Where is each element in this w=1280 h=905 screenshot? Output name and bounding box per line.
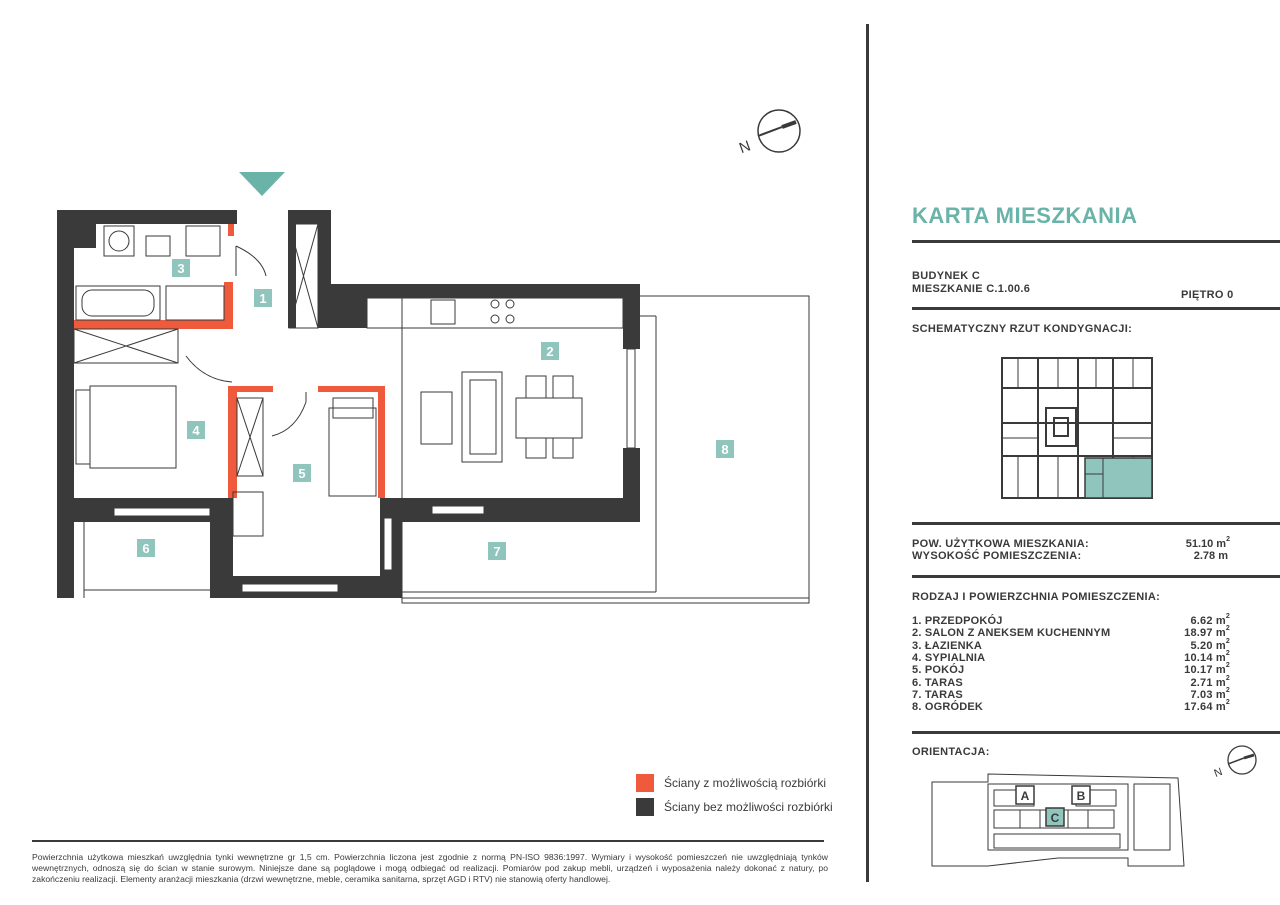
room-height-value: 2.78 m <box>1193 550 1228 562</box>
orientation-label: ORIENTACJA: <box>912 746 990 758</box>
page-title: KARTA MIESZKANIA <box>912 203 1138 228</box>
compass-n-label: N <box>1212 765 1225 780</box>
room-number-8: 8 <box>721 442 729 457</box>
room-number-7: 7 <box>493 544 501 559</box>
building-b-label: B <box>1076 789 1086 803</box>
room-number-6: 6 <box>142 541 150 556</box>
room-number-2: 2 <box>546 344 554 359</box>
disclaimer-text: Powierzchnia użytkowa mieszkań uwzględnia tynki wewnętrzne gr 1,5 cm. Powierzchnia liczona jest zgodnie z normą PN-ISO 9836:1997. Wymiary i wysokość pomieszczeń nie uwzględniają tynków wewnętrznych, odnoszą się do ścian w stanie surowym. Niniejsze dane są poglądowe i mogą odbiegać od realizacji. Pomiarów pod zakup mebli, urządzeń i wyposażenia należy dokonać z natury, po zakończeniu realizacji. Elementy aranżacji mieszkania (drzwi wewnętrzne, meble, ceramika sanitarna, sprzęt AGD i RTV) nie stanowią oferty handlowej. <box>32 852 828 884</box>
room-height-label: WYSOKOŚĆ POMIESZCZENIA: <box>912 550 1082 562</box>
compass-icon <box>730 100 810 160</box>
list-item: 1. PRZEDPOKÓJ 6.62 $m^2$ <box>912 613 1230 627</box>
usable-area-label: POW. UŻYTKOWA MIESZKANIA: <box>912 538 1089 550</box>
removable-walls <box>74 224 385 498</box>
schematic-rule <box>912 522 1280 525</box>
room-number-3: 3 <box>177 261 185 276</box>
orientation-site-map <box>928 770 1188 870</box>
room-number-1: 1 <box>259 291 267 306</box>
building-label: BUDYNEK C <box>912 270 981 282</box>
garden-outline <box>402 296 809 603</box>
apartment-label: MIESZKANIE C.1.00.6 <box>912 283 1031 295</box>
header-rule <box>912 307 1280 310</box>
legend-fixed-swatch <box>636 798 654 816</box>
room-number-4: 4 <box>192 423 200 438</box>
area-rule <box>912 575 1280 578</box>
legend-fixed-text: Ściany bez możliwości rozbiórki <box>664 800 833 814</box>
schematic-floor-plan <box>998 348 1158 508</box>
building-a-label: A <box>1020 789 1030 803</box>
apartment-highlight <box>1085 458 1152 498</box>
floor-label: PIĘTRO 0 <box>1181 289 1234 301</box>
schematic-label: SCHEMATYCZNY RZUT KONDYGNACJI: <box>912 323 1133 335</box>
compass-icon <box>1208 740 1264 784</box>
list-item: 8. OGRÓDEK 17.64 $m^2$ <box>912 699 1230 713</box>
legend-removable-swatch <box>636 774 654 792</box>
disclaimer-rule <box>32 840 824 842</box>
list-item: 3. ŁAZIENKA 5.20 $m^2$ <box>912 638 1230 652</box>
room-number-5: 5 <box>298 466 306 481</box>
vertical-divider <box>866 24 869 882</box>
rooms-label: RODZAJ I POWIERZCHNIA POMIESZCZENIA: <box>912 591 1161 603</box>
rooms-rule <box>912 731 1280 734</box>
building-c-label: C <box>1050 811 1060 825</box>
list-item: 5. POKÓJ 10.17 $m^2$ <box>912 662 1230 676</box>
list-item: 7. TARAS 7.03 $m^2$ <box>912 687 1230 701</box>
legend-removable-text: Ściany z możliwością rozbiórki <box>664 776 827 790</box>
list-item: 6. TARAS 2.71 $m^2$ <box>912 675 1230 689</box>
usable-area-value: 51.10 $m^2$ <box>1185 536 1230 550</box>
compass-n-label: N <box>736 137 753 158</box>
list-item: 2. SALON Z ANEKSEM KUCHENNYM 18.97 $m^2$ <box>912 625 1230 639</box>
title-rule <box>912 240 1280 243</box>
list-item: 4. SYPIALNIA 10.14 $m^2$ <box>912 650 1230 664</box>
entrance-marker <box>239 172 285 196</box>
